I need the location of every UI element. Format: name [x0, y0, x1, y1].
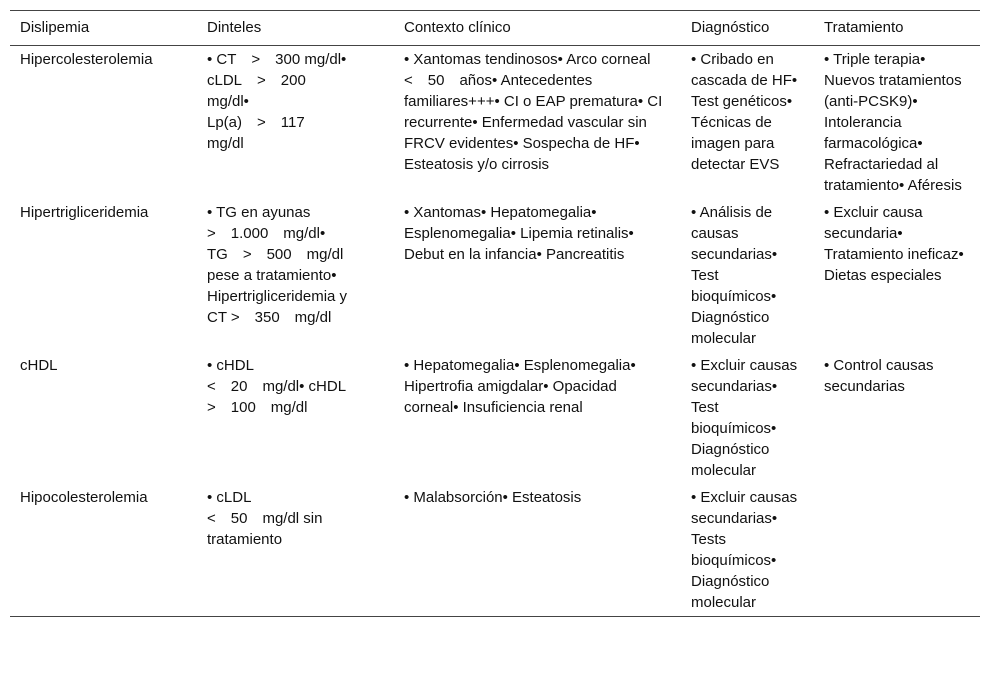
header-dinteles: Dinteles	[207, 19, 262, 36]
table-header-row	[10, 11, 980, 46]
cell-dislipemia: Hipocolesterolemia	[20, 489, 148, 506]
dyslipidemia-table	[10, 10, 980, 617]
cell-tratamiento: • Triple terapia• Nuevos tratamientos (anti-PCSK9)• Intolerancia farmacológica• Refractariedad al tratamiento• Aféresis	[824, 51, 962, 194]
cell-diagnostico: • Excluir causas secundarias• Test bioquímicos• Diagnóstico molecular	[691, 357, 798, 479]
header-contexto-clinico: Contexto clínico	[404, 19, 511, 36]
cell-diagnostico: • Excluir causas secundarias• Tests bioquímicos• Diagnóstico molecular	[691, 489, 798, 611]
cell-dinteles: • CT > 300 mg/dl• cLDL > 200 mg/dl• Lp(a) > 117 mg/dl	[207, 51, 347, 152]
table-row	[10, 199, 980, 352]
cell-dislipemia: cHDL	[20, 357, 58, 374]
cell-dislipemia: Hipercolesterolemia	[20, 51, 153, 68]
dyslipidemia-table-container	[10, 10, 980, 617]
header-diagnostico: Diagnóstico	[691, 19, 770, 36]
cell-diagnostico: • Análisis de causas secundarias• Test bioquímicos• Diagnóstico molecular	[691, 204, 778, 347]
cell-contexto-clinico: • Xantomas• Hepatomegalia• Esplenomegalia• Lipemia retinalis• Debut en la infancia• Pancreatitis	[404, 204, 634, 263]
table-row	[10, 352, 980, 484]
cell-diagnostico: • Cribado en cascada de HF• Test genéticos• Técnicas de imagen para detectar EVS	[691, 51, 798, 173]
cell-tratamiento	[814, 484, 980, 617]
header-tratamiento: Tratamiento	[824, 19, 904, 36]
cell-dinteles: • TG en ayunas > 1.000 mg/dl• TG > 500 mg/dl pese a tratamiento• Hipertrigliceridemia y CT > 350 mg/dl	[207, 204, 348, 326]
cell-dinteles: • cHDL < 20 mg/dl• cHDL > 100 mg/dl	[207, 357, 347, 416]
cell-dinteles: • cLDL < 50 mg/dl sin tratamiento	[207, 489, 323, 548]
table-row	[10, 484, 980, 617]
cell-contexto-clinico: • Malabsorción• Esteatosis	[404, 489, 582, 506]
cell-contexto-clinico: • Xantomas tendinosos• Arco corneal < 50 años• Antecedentes familiares+++• CI o EAP prematura• CI recurrente• Enfermedad vascular sin FRCV evidentes• Sospecha de HF• Esteatosis y/o cirrosis	[404, 51, 663, 173]
cell-tratamiento: • Excluir causa secundaria• Tratamiento ineficaz• Dietas especiales	[824, 204, 964, 284]
cell-contexto-clinico: • Hepatomegalia• Esplenomegalia• Hipertrofia amigdalar• Opacidad corneal• Insuficiencia renal	[404, 357, 636, 416]
cell-dislipemia: Hipertrigliceridemia	[20, 204, 149, 221]
table-row	[10, 46, 980, 200]
cell-tratamiento: • Control causas secundarias	[824, 357, 934, 395]
header-dislipemia: Dislipemia	[20, 19, 90, 36]
